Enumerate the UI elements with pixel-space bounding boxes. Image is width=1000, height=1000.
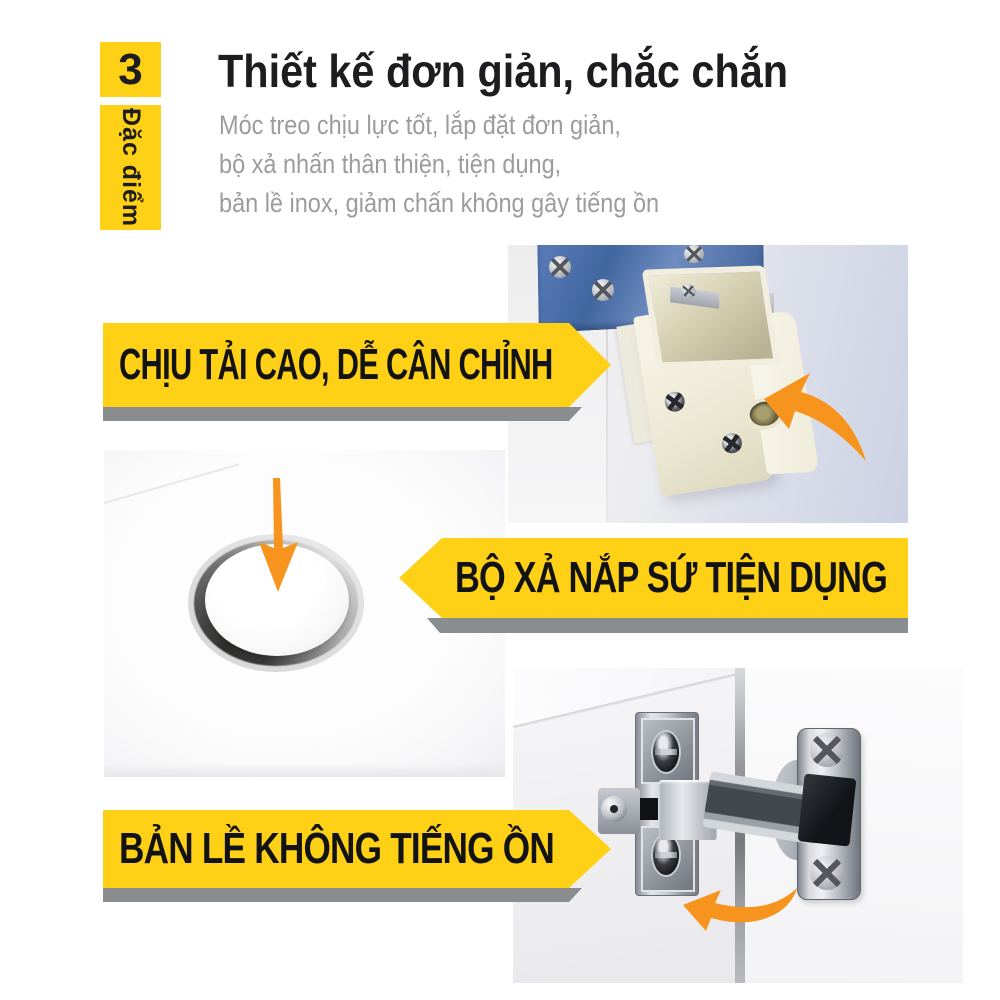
banner-hinge xyxy=(103,810,613,902)
basin-bottom-shading xyxy=(104,763,505,777)
page-subtitle xyxy=(219,106,659,223)
screw xyxy=(810,733,844,767)
screw xyxy=(810,856,844,890)
hanging-hook-bracket xyxy=(609,254,822,507)
feature-number-badge: 3 xyxy=(100,42,161,97)
feature-vertical-label xyxy=(100,105,161,230)
drain-push-button xyxy=(205,544,349,656)
basin-corner-line xyxy=(104,463,239,506)
screw xyxy=(653,835,679,875)
adjuster-slot xyxy=(640,798,658,820)
bracket-cavity xyxy=(642,265,780,368)
page-title: Thiết kế đơn giản, chắc chắn xyxy=(218,45,789,97)
banner-label: BỘ XẢ NẮP SỨ TIỆN DỤNG xyxy=(455,553,888,602)
feature-vertical-label-text: Đặc điểm xyxy=(117,107,145,228)
subtitle-line: bản lề inox, giảm chấn không gây tiếng ồn xyxy=(219,188,660,218)
banner-drain xyxy=(399,538,908,633)
screw xyxy=(549,256,571,278)
subtitle-line: Móc treo chịu lực tốt, lắp đặt đơn giản, xyxy=(219,110,621,140)
subtitle-line: bộ xả nhấn thân thiện, tiện dụng, xyxy=(219,149,562,179)
screw xyxy=(653,732,679,772)
banner-label: CHỊU TẢI CAO, DỄ CÂN CHỈNH xyxy=(119,340,553,389)
screw xyxy=(684,245,704,263)
banner-shadow xyxy=(103,888,613,902)
hinge-arm-end xyxy=(798,773,857,846)
banner-label: BẢN LỀ KHÔNG TIẾNG ỒN xyxy=(119,824,554,873)
banner-load-capacity xyxy=(103,323,613,421)
banner-shadow xyxy=(103,407,613,421)
banner-shadow xyxy=(399,618,908,633)
